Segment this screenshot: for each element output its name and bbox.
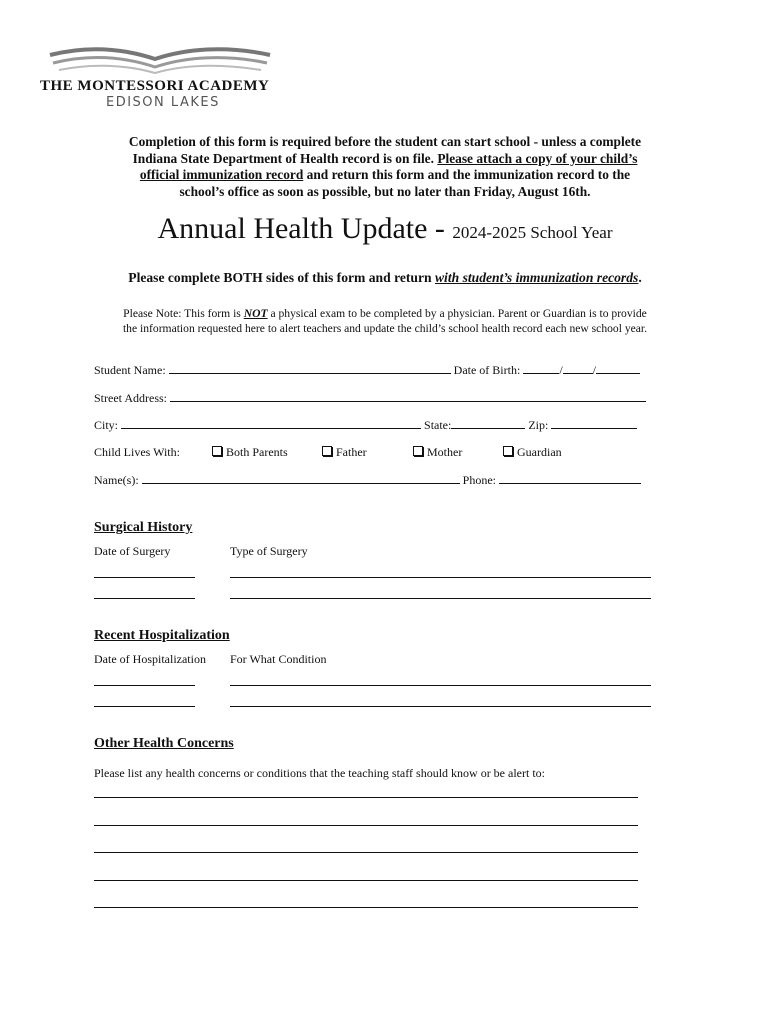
intro-line-2 — [70, 151, 700, 168]
note-prefix: Please Note: This form is — [123, 307, 244, 320]
surgery-type-line-1[interactable] — [230, 577, 651, 578]
intro-immunization-record: official immunization record — [139, 167, 304, 182]
intro-line-4: school’s office as soon as possible, but no later than Friday, August 16th. — [179, 183, 591, 199]
dob-year-field[interactable] — [596, 362, 640, 374]
zip-field[interactable] — [551, 417, 637, 429]
hospitalization-date-line-1[interactable] — [94, 685, 195, 686]
academy-logo-book-icon — [45, 45, 275, 77]
instruction-emphasis: with student’s immunization records — [434, 270, 639, 285]
lives-with-label: Child Lives With: — [94, 445, 180, 459]
dob-month-field[interactable] — [523, 362, 559, 374]
names-field[interactable] — [142, 472, 460, 484]
intro-line-3-text: and return this form and the immunization record to the — [303, 167, 631, 182]
street-address-row — [94, 390, 646, 406]
intro-attach-notice: Please attach a copy of your child’s — [437, 150, 638, 166]
phone-field[interactable] — [499, 472, 641, 484]
option-both-parents[interactable] — [212, 445, 288, 460]
logo-campus-name: EDISON LAKES — [106, 95, 220, 110]
type-of-surgery-label: Type of Surgery — [230, 544, 308, 558]
intro-line-2-text: Indiana State Department of Health record is on file. — [132, 150, 438, 166]
dob-label: Date of Birth: — [453, 363, 521, 377]
surgical-history-heading: Surgical History — [94, 520, 193, 535]
mother-label: Mother — [427, 445, 463, 459]
state-label: State: — [424, 418, 452, 432]
concerns-line-1[interactable] — [94, 797, 638, 798]
father-checkbox[interactable] — [322, 446, 332, 456]
city-state-zip-row — [94, 417, 637, 433]
intro-line-1: Completion of this form is required before the student can start school - unless a complete — [128, 134, 642, 149]
for-what-condition-label: For What Condition — [230, 652, 327, 666]
intro-requirements — [70, 134, 700, 200]
both-parents-checkbox[interactable] — [212, 446, 222, 456]
physical-exam-note — [60, 306, 710, 336]
names-phone-row — [94, 472, 641, 488]
student-name-field[interactable] — [169, 362, 451, 374]
state-field[interactable] — [451, 417, 525, 429]
form-title-main: Annual Health Update - — [157, 212, 453, 245]
note-line-1-rest: a physical exam to be completed by a physician. Parent or Guardian is to provide — [267, 307, 647, 320]
form-title-year: 2024-2025 School Year — [452, 223, 613, 242]
zip-label: Zip: — [528, 418, 549, 432]
concerns-line-3[interactable] — [94, 852, 638, 853]
instruction-text: Please complete BOTH sides of this form and return — [128, 270, 435, 285]
phone-label: Phone: — [462, 473, 496, 487]
form-title — [0, 212, 770, 246]
recent-hospitalization-heading: Recent Hospitalization — [94, 628, 230, 643]
note-line-1 — [60, 306, 710, 321]
names-label: Name(s): — [94, 473, 139, 487]
father-label: Father — [336, 445, 367, 459]
intro-line-3 — [70, 167, 700, 184]
mother-checkbox[interactable] — [413, 446, 423, 456]
student-name-label: Student Name: — [94, 363, 166, 377]
note-not: NOT — [243, 307, 268, 320]
other-health-concerns-heading: Other Health Concerns — [94, 736, 234, 751]
both-sides-instruction — [0, 270, 770, 286]
dob-day-field[interactable] — [563, 362, 593, 374]
note-line-2: the information requested here to alert teachers and update the child’s school health record each new school year. — [122, 322, 648, 335]
concerns-line-5[interactable] — [94, 907, 638, 908]
city-label: City: — [94, 418, 119, 432]
surgery-date-line-2[interactable] — [94, 598, 195, 599]
street-address-label: Street Address: — [94, 391, 167, 405]
logo-academy-name: THE MONTESSORI ACADEMY — [40, 78, 270, 94]
city-field[interactable] — [121, 417, 421, 429]
concerns-line-4[interactable] — [94, 880, 638, 881]
both-parents-label: Both Parents — [226, 445, 288, 459]
health-concerns-prompt: Please list any health concerns or conditions that the teaching staff should know or be alert to: — [94, 766, 545, 780]
option-father[interactable] — [322, 445, 367, 460]
student-name-row: Student Name: Date of Birth: / / — [94, 362, 640, 378]
option-mother[interactable] — [413, 445, 462, 460]
instruction-end: . — [638, 270, 642, 285]
option-guardian[interactable] — [503, 445, 562, 460]
guardian-checkbox[interactable] — [503, 446, 513, 456]
hospitalization-condition-line-2[interactable] — [230, 706, 651, 707]
guardian-label: Guardian — [517, 445, 562, 459]
date-of-surgery-label: Date of Surgery — [94, 544, 171, 558]
date-of-hospitalization-label: Date of Hospitalization — [94, 652, 206, 666]
concerns-line-2[interactable] — [94, 825, 638, 826]
hospitalization-date-line-2[interactable] — [94, 706, 195, 707]
street-address-field[interactable] — [170, 390, 646, 402]
hospitalization-condition-line-1[interactable] — [230, 685, 651, 686]
surgery-type-line-2[interactable] — [230, 598, 651, 599]
surgery-date-line-1[interactable] — [94, 577, 195, 578]
